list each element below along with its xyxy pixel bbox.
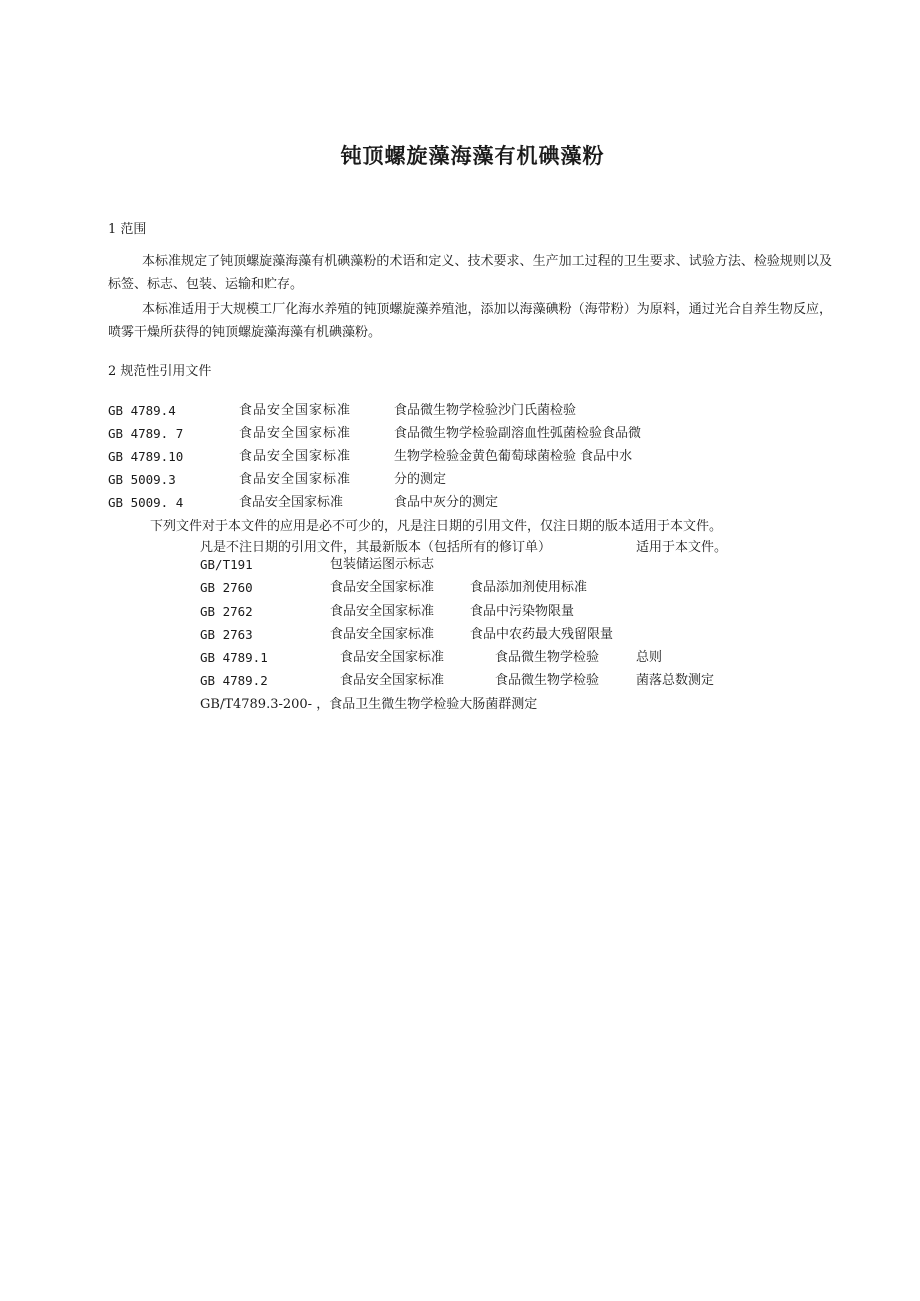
reference-extra: 菌落总数测定 — [636, 673, 715, 689]
reference-extra: 总则 — [636, 650, 663, 666]
reference-code: GB 2760 — [200, 580, 253, 596]
reference-description: 分的测定 — [394, 472, 447, 487]
reference-code: GB 4789.4 — [108, 403, 176, 418]
reference-row — [200, 553, 820, 576]
reference-code: GB 4789.1 — [200, 650, 268, 666]
reference-row — [200, 623, 820, 646]
document-title: 钝顶螺旋藻海藻有机碘藻粉 — [340, 144, 605, 168]
reference-description: 食品中污染物限量 — [470, 603, 575, 619]
reference-standard: 食品安全国家标准 — [239, 495, 344, 510]
reference-standard: 食品安全国家标准 — [239, 449, 352, 464]
reference-standard: 食品安全国家标准 — [340, 650, 445, 666]
reference-standard: 食品安全国家标准 — [330, 580, 435, 596]
reference-last-line: GB/T4789.3-200- ，食品卫生微生物学检验大肠菌群测定 — [200, 696, 538, 712]
references-intro-line-2-end: 适用于本文件。 — [636, 540, 728, 555]
reference-code: GB 4789.2 — [200, 673, 268, 689]
reference-description: 食品中灰分的测定 — [394, 495, 499, 510]
reference-row — [108, 445, 728, 468]
reference-standard: 食品安全国家标准 — [239, 472, 352, 487]
reference-row — [200, 646, 820, 669]
reference-row — [108, 491, 728, 511]
reference-row — [108, 399, 728, 422]
reference-standard: 食品安全国家标准 — [330, 603, 435, 619]
reference-standard: 食品安全国家标准 — [340, 673, 445, 689]
reference-code: GB 4789.10 — [108, 449, 184, 464]
reference-standard: 包装储运图示标志 — [330, 557, 435, 572]
reference-description: 食品微生物学检验沙门氏菌检验 — [394, 403, 577, 418]
reference-standard: 食品安全国家标准 — [239, 403, 352, 418]
reference-description: 食品微生物学检验副溶血性弧菌检验食品微 — [394, 426, 642, 441]
reference-code: GB 5009.3 — [108, 472, 176, 487]
reference-code: GB 4789. 7 — [108, 426, 184, 441]
reference-row — [200, 669, 820, 692]
reference-code: GB/T191 — [200, 557, 253, 572]
reference-row — [108, 422, 728, 445]
reference-row — [200, 693, 820, 716]
reference-description: 食品微生物学检验 — [495, 650, 600, 666]
reference-list-primary — [108, 399, 728, 511]
reference-code: GB 5009. 4 — [108, 495, 184, 510]
reference-row — [200, 600, 820, 623]
references-intro-line-1: 下列文件对于本文件的应用是必不可少的，凡是注日期的引用文件，仅注日期的版本适用于本文件。 — [150, 519, 723, 534]
reference-row — [200, 576, 820, 599]
references-intro-line-2: 凡是不注日期的引用文件，其最新版本（包括所有的修订单） — [200, 540, 552, 555]
reference-list-secondary — [200, 553, 820, 716]
reference-description: 食品微生物学检验 — [495, 673, 600, 689]
reference-description: 食品中农药最大残留限量 — [470, 626, 614, 642]
section-heading-references: 2 规范性引用文件 — [108, 364, 212, 379]
reference-code: GB 2763 — [200, 626, 253, 642]
reference-standard: 食品安全国家标准 — [330, 626, 435, 642]
scope-paragraph-2: 本标准适用于大规模工厂化海水养殖的钝顶螺旋藻养殖池，添加以海藻碘粉（海带粉）为原料，通过光合自养生物反应，喷雾干燥所获得的钝顶螺旋藻海藻有机碘藻粉。 — [108, 302, 832, 340]
reference-code: GB 2762 — [200, 603, 253, 619]
reference-standard: 食品安全国家标准 — [239, 426, 352, 441]
reference-description: 食品添加剂使用标准 — [470, 580, 588, 596]
scope-paragraph-1: 本标准规定了钝顶螺旋藻海藻有机碘藻粉的术语和定义、技术要求、生产加工过程的卫生要求、试验方法、检验规则以及标签、标志、包装、运输和贮存。 — [108, 254, 832, 292]
section-heading-scope: 1 范围 — [108, 222, 147, 237]
reference-description: 生物学检验金黄色葡萄球菌检验 食品中水 — [394, 449, 633, 464]
reference-row — [108, 468, 728, 491]
